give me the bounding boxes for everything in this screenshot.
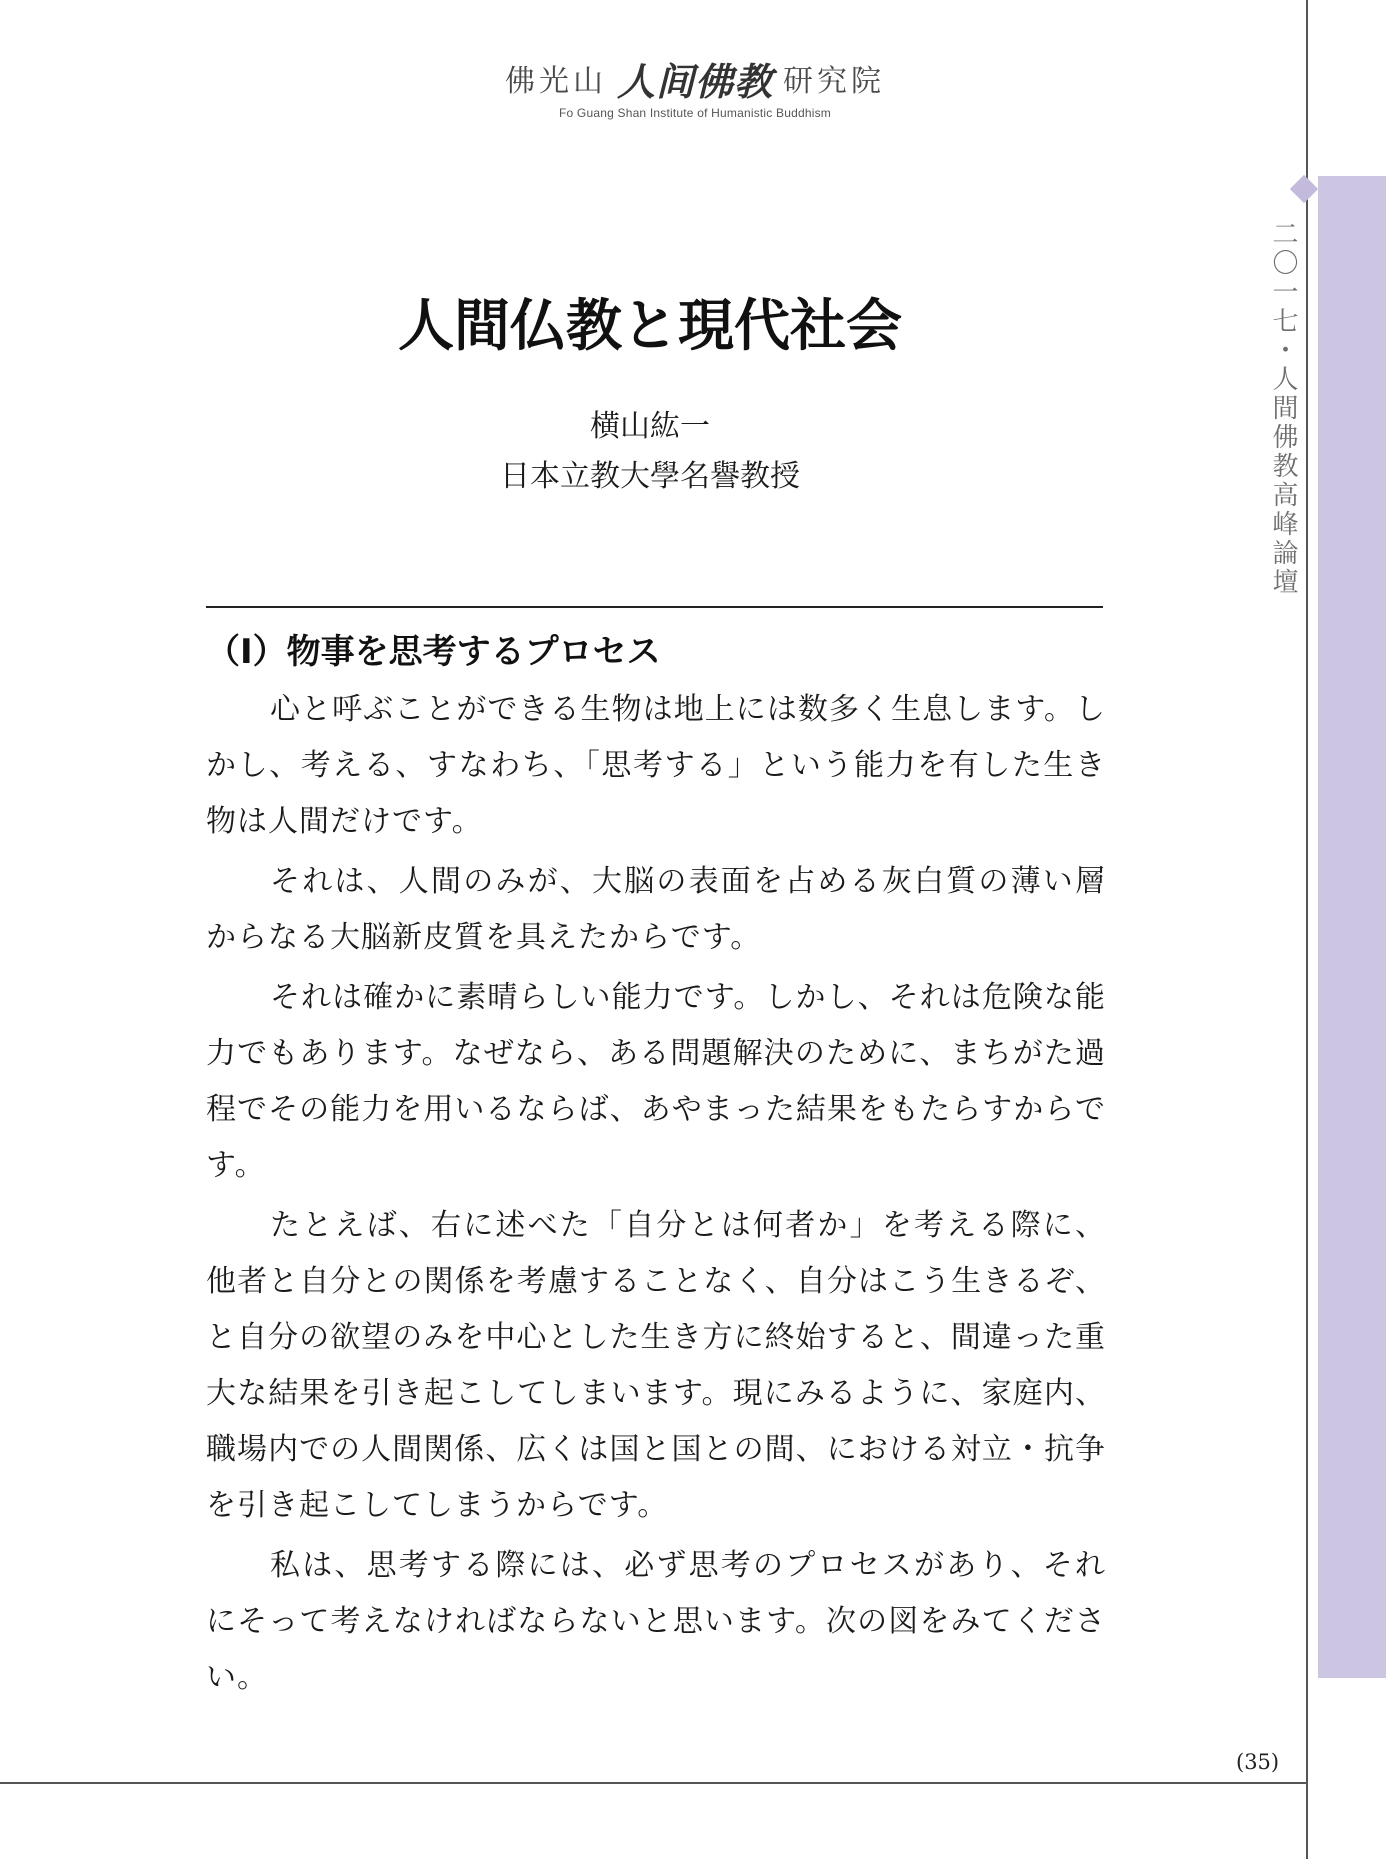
section-divider (206, 606, 1103, 608)
author-block (200, 402, 1100, 502)
diamond-icon (1290, 175, 1318, 203)
right-margin-rule (1306, 0, 1308, 1859)
header-logo (470, 62, 920, 120)
author-name: 横山紘一 (590, 409, 710, 444)
logo-subtitle: Fo Guang Shan Institute of Humanistic Buddhism (558, 106, 831, 120)
paragraph-5: 私は、思考する際には、必ず思考のプロセスがあり、それにそって考えなければならないと思います。次の図をみてください。 (206, 1548, 1106, 1695)
side-running-title: 二〇一七・人間佛教高峰論壇 (1268, 220, 1298, 597)
paragraph-1: 心と呼ぶことができる生物は地上には数多く生息します。しかし、考える、すなわち、「思考する」という能力を有した生き物は人間だけです。 (206, 692, 1106, 839)
article-title: 人間仏教と現代社会 (398, 293, 902, 359)
logo-left-text: 佛光山 (504, 64, 607, 99)
paragraph-3: それは確かに素晴らしい能力です。しかし、それは危険な能力でもあります。なぜなら、ある問題解決のために、まちがた過程でその能力を用いるならば、あやまった結果をもたらすからです。 (206, 980, 1106, 1183)
article-body (206, 626, 1106, 1710)
logo-line (470, 62, 920, 102)
page-number: (35) (1236, 1750, 1280, 1774)
section-heading: （I）物事を思考するプロセス (206, 632, 661, 672)
logo-right-text: 研究院 (783, 64, 885, 99)
side-color-band (1318, 176, 1386, 1678)
author-affiliation: 日本立教大學名譽教授 (500, 459, 800, 494)
paragraph-4: たとえば、右に述べた「自分とは何者か」を考える際に、他者と自分との関係を考慮することなく、自分はこう生きるぞ、と自分の欲望のみを中心とした生き方に終始すると、間違った重大な結果を引き起こしてしまいます。現にみるように、家庭内、職場内での人間関係、広くは国と国との間、における対立・抗争を引き起こしてしまうからです。 (206, 1208, 1106, 1523)
paragraph-2: それは、人間のみが、大脳の表面を占める灰白質の薄い層からなる大脳新皮質を具えたからです。 (206, 864, 1106, 955)
bottom-rule (0, 1782, 1306, 1784)
logo-script-text: 人间佛教 (616, 60, 773, 104)
